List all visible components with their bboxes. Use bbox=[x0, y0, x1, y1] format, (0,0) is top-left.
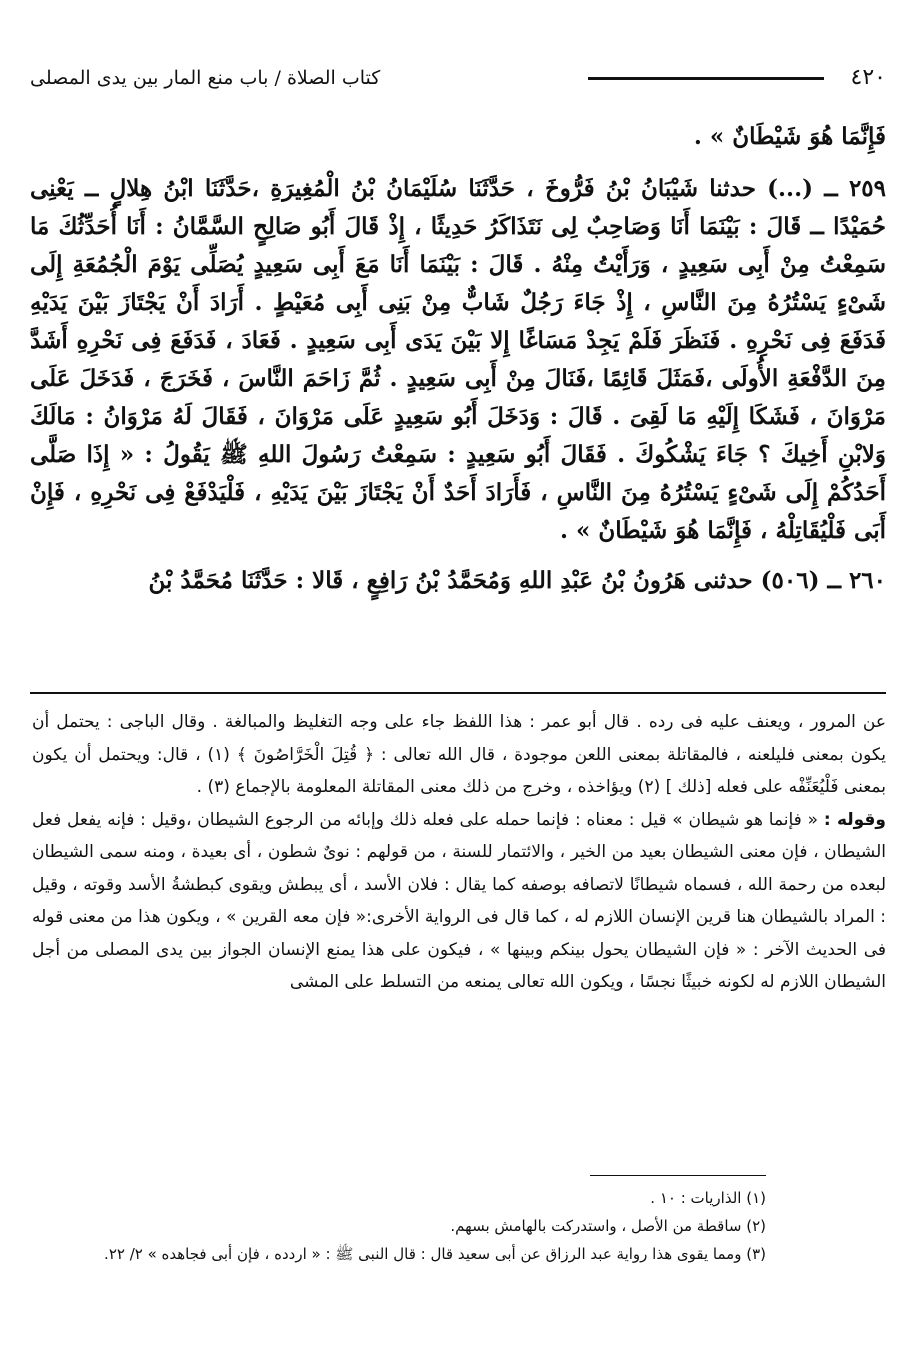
footnote-2: (٢) ساقطة من الأصل ، واستدركت بالهامش بسهم. bbox=[450, 1217, 766, 1235]
commentary-paragraph-2-text: « فإنما هو شيطان » قيل : معناه : فإنما حمله على فعله ذلك وإبائه من الرجوع الشيطان ،وقيل : فإنه يفعل فعل الشيطان ، فإن معنى الشيطان بعيد من الخير ، والائتمار للسنة ، من قولهم : نوىٌ شطون ، أى بعيدة ، ومنه سمى الشيطان لبعده من رحمة الله ، فسماه شيطانًا لاتصافه بوصفه كما يقال : فلان الأسد ، أى يبطش ويقوى كبطشةُ الأسد وقوته ، وقيل : المراد بالشيطان هنا قرين الإنسان اللازم له ، كما قال فى الرواية الأخرى:« فإن معه القرين » ، ويكون هذا من معنى قوله فى الحديث الآخر : « فإن الشيطان يحول بينكم وبينها » ، فيكون على هذا يمنع الإنسان الجواز بين يدى المصلى من أجل الشيطان اللازم له لكونه خبيثًا نجسًا ، ويكون الله تعالى يمنعه من التسلط على المشى bbox=[32, 809, 886, 992]
commentary-lead: وقوله : bbox=[823, 809, 886, 830]
header-rule bbox=[588, 77, 824, 80]
running-header bbox=[30, 62, 886, 98]
commentary bbox=[32, 706, 886, 999]
footnotes bbox=[32, 1184, 766, 1268]
chapter-title: كتاب الصلاة / باب منع المار بين يدى المصلى bbox=[30, 67, 381, 89]
hadith-259: ٢٥٩ ــ (...) حدثنا شَيْبَانُ بْنُ فَرُّوخَ ، حَدَّثَنَا سُلَيْمَانُ بْنُ الْمُغِيرَةِ ،حَدَّثَنَا ابْنُ هِلالٍ ــ يَعْنِى حُمَيْدًا ــ قَالَ : بَيْنَمَا أَنَا وَصَاحِبٌ لِى نَتَذَاكَرُ حَدِيثًا ، إِذْ قَالَ أَبُو صَالِحٍ السَّمَّانُ : أَنَا أُحَدِّثُكَ مَا سَمِعْتُ مِنْ أَبِى سَعِيدٍ ، وَرَأَيْتُ مِنْهُ . قَالَ : بَيْنَمَا أَنَا مَعَ أَبِى سَعِيدٍ يُصَلِّى يَوْمَ الْجُمُعَةِ إِلَى شَىْءٍ يَسْتُرُهُ مِنَ النَّاسِ ، إِذْ جَاءَ رَجُلٌ شَابٌّ مِنْ بَنِى أَبِى مُعَيْطٍ . أَرَادَ أَنْ يَجْتَازَ بَيْنَ يَدَيْهِ فَدَفَعَ فِى نَحْرِهِ . فَنَظَرَ فَلَمْ يَجِدْ مَسَاغًا إِلا بَيْنَ يَدَى أَبِى سَعِيدٍ . فَعَادَ ، فَدَفَعَ فِى نَحْرِهِ أَشَدَّ مِنَ الدَّفْعَةِ الأُولَى ،فَمَثَلَ قَائِمًا ،فَنَالَ مِنْ أَبِى سَعِيدٍ . ثُمَّ زَاحَمَ النَّاسَ ، فَخَرَجَ ، فَدَخَلَ عَلَى مَرْوَانَ ، فَشَكَا إِلَيْهِ مَا لَقِىَ . قَالَ : وَدَخَلَ أَبُو سَعِيدٍ عَلَى مَرْوَانَ ، فَقَالَ لَهُ مَرْوَانُ : مَالَكَ وَلابْنِ أَخِيكَ ؟ جَاءَ يَشْكُوكَ . فَقَالَ أَبُو سَعِيدٍ : سَمِعْتُ رَسُولَ اللهِ ﷺ يَقُولُ : « إِذَا صَلَّى أَحَدُكُمْ إِلَى شَىْءٍ يَسْتُرُهُ مِنَ النَّاسِ ، فَأَرَادَ أَحَدٌ أَنْ يَجْتَازَ بَيْنَ يَدَيْهِ ، فَلْيَدْفَعْ فِى نَحْرِهِ ، فَإِنْ أَبَى فَلْيُقَاتِلْهُ ، فَإِنَّمَا هُوَ شَيْطَانٌ » . bbox=[30, 175, 886, 544]
page-number: ٤٢٠ bbox=[850, 65, 886, 90]
text-commentary-divider bbox=[30, 692, 886, 694]
previous-hadith-ending: فَإِنَّمَا هُوَ شَيْطَانٌ » . bbox=[693, 123, 886, 150]
footnote-3: (٣) ومما يقوى هذا رواية عبد الرزاق عن أبى سعيد قال : قال النبى ﷺ : « اردده ، فإن أبى فجاهده » ٢/ ٢٢. bbox=[104, 1245, 766, 1263]
commentary-paragraph-1: عن المرور ، ويعنف عليه فى رده . قال أبو عمر : هذا اللفظ جاء على وجه التغليظ والمبالغة . وقال الباجى : يحتمل أن يكون بمعنى فليلعنه ، فالمقاتلة بمعنى اللعن موجودة ، قال الله تعالى : ﴿ قُتِلَ الْخَرَّاصُونَ ﴾ (١) ، قال: ويحتمل أن يكون بمعنى فَلْيُعَنِّفْه على فعله [ذلك ] (٢) ويؤاخذه ، وخرج من ذلك معنى المقاتلة المعلومة بالإجماع (٣) . bbox=[32, 712, 886, 797]
footnote-1: (١) الذاريات : ١٠ . bbox=[650, 1189, 766, 1207]
hadith-260: ٢٦٠ ــ (٥٠٦) حدثنى هَرُونُ بْنُ عَبْدِ اللهِ وَمُحَمَّدُ بْنُ رَافِعٍ ، قَالا : حَدَّثَنَا مُحَمَّدُ بْنُ bbox=[148, 567, 886, 594]
footnote-rule bbox=[590, 1175, 766, 1176]
commentary-paragraph-2 bbox=[32, 804, 886, 999]
hadith-text bbox=[30, 118, 886, 600]
